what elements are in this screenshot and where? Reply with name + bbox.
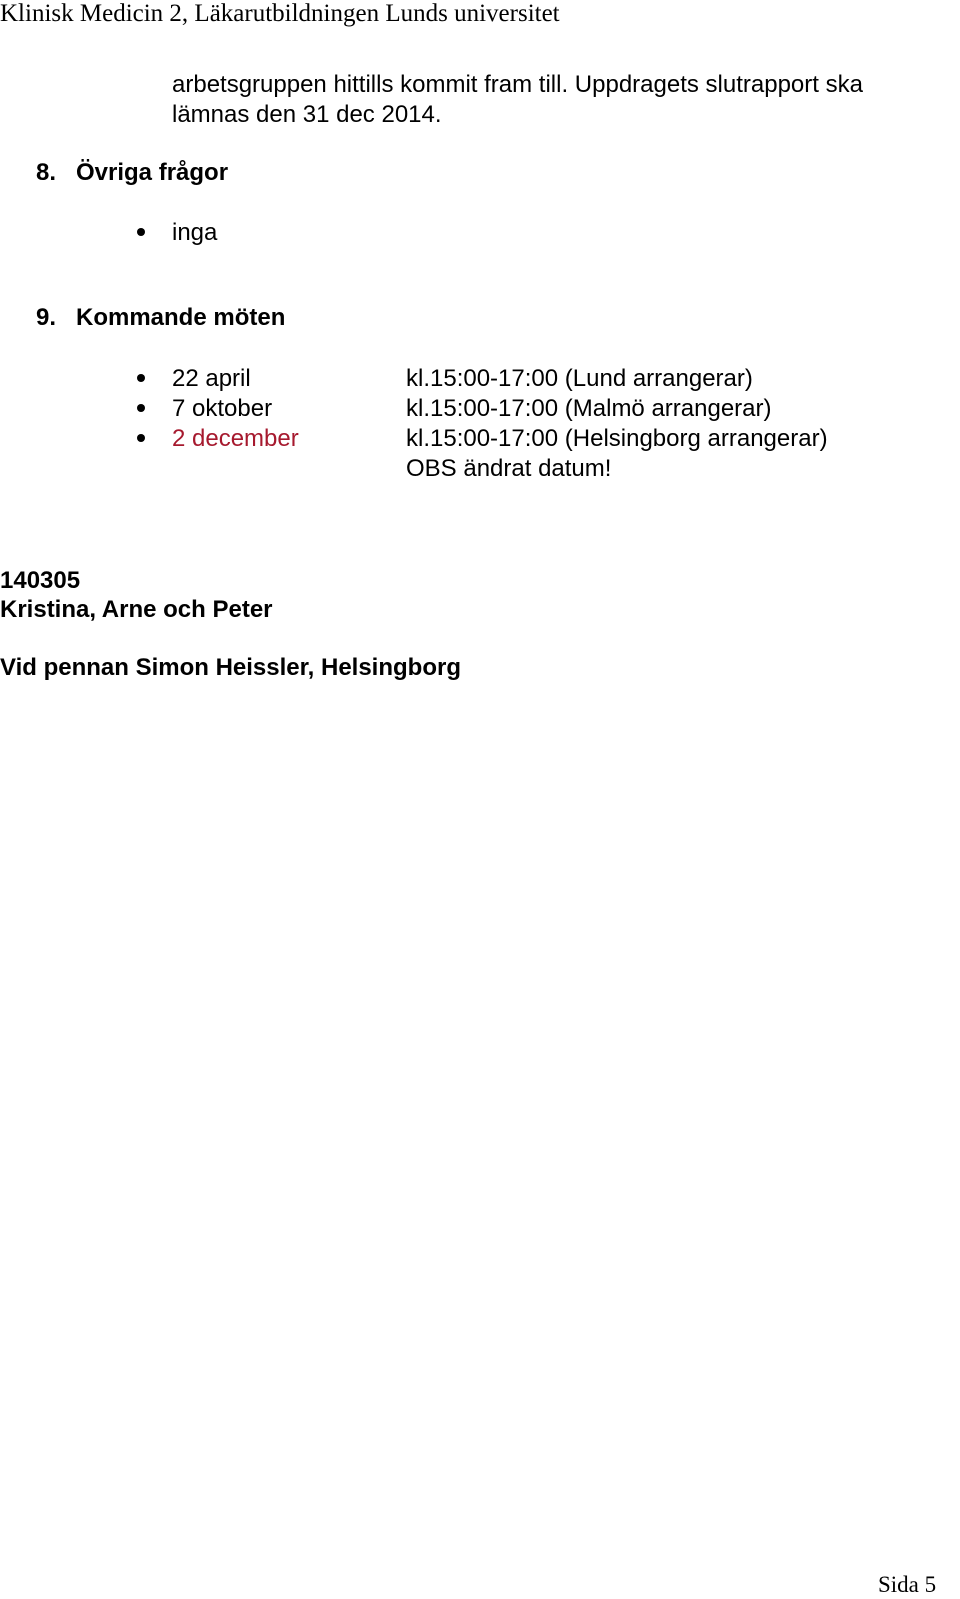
bullet-icon [137, 228, 145, 236]
section-8-number: 8. [36, 159, 57, 186]
meeting-info: kl.15:00-17:00 (Helsingborg arrangerar) [406, 425, 828, 452]
bullet-icon [137, 434, 145, 442]
meeting-info: kl.15:00-17:00 (Malmö arrangerar) [406, 395, 772, 422]
meeting-date: 7 oktober [172, 395, 273, 422]
page-number: Sida 5 [878, 1572, 937, 1597]
signature-names: Kristina, Arne och Peter [0, 596, 273, 623]
continuation-line-1: arbetsgruppen hittills kommit fram till. Uppdragets slutrapport ska [172, 71, 863, 98]
bullet-icon [137, 374, 145, 382]
meeting-note: OBS ändrat datum! [406, 455, 612, 482]
continuation-line-2: lämnas den 31 dec 2014. [172, 101, 442, 128]
section-9-title: Kommande möten [76, 304, 286, 331]
bullet-icon [137, 404, 145, 412]
section-8-item: inga [172, 219, 218, 246]
page-header: Klinisk Medicin 2, Läkarutbildningen Lunds universitet [0, 0, 560, 27]
meeting-info: kl.15:00-17:00 (Lund arrangerar) [406, 365, 753, 392]
secretary-line: Vid pennan Simon Heissler, Helsingborg [0, 654, 461, 681]
section-8-title: Övriga frågor [76, 159, 229, 186]
signature-date: 140305 [0, 567, 81, 594]
meeting-date-highlighted: 2 december [172, 425, 299, 452]
meeting-date: 22 april [172, 365, 251, 392]
section-9-number: 9. [36, 304, 57, 331]
